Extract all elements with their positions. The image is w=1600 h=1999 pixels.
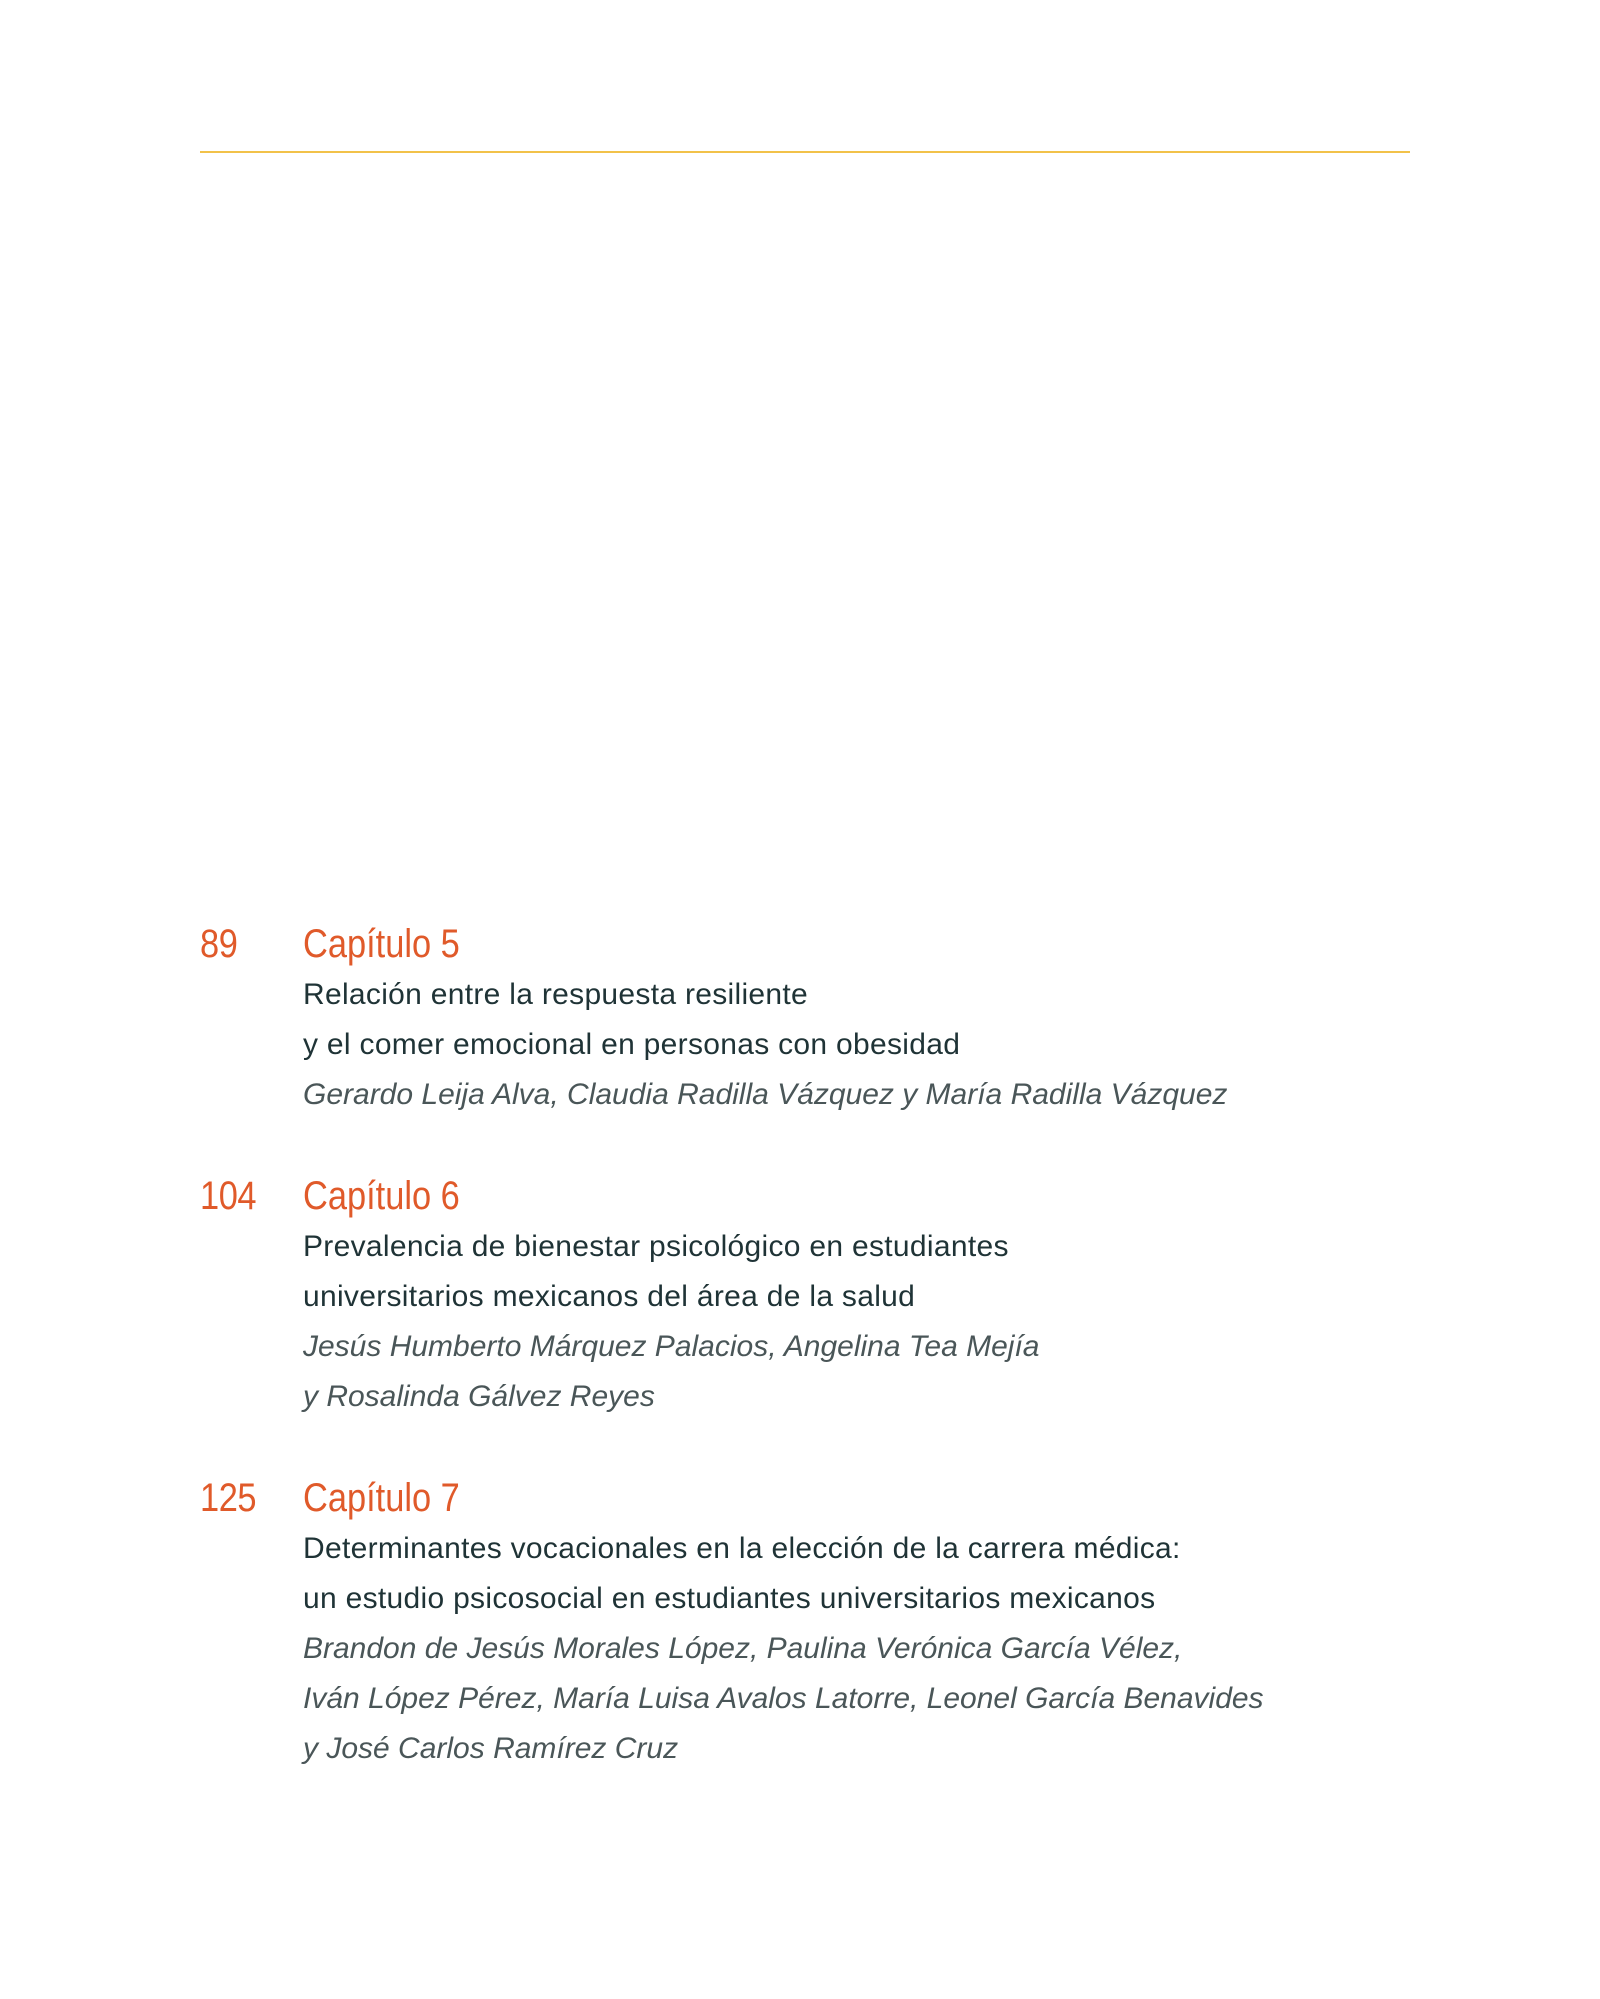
toc-entry-chapter-7[interactable] bbox=[200, 1472, 1410, 1774]
toc-entry-chapter-6[interactable] bbox=[200, 1170, 1410, 1422]
chapter-label: Capítulo 7 bbox=[303, 1476, 460, 1520]
chapter-authors-line: Iván López Pérez, María Luisa Avalos Latorre, Leonel García Benavides bbox=[303, 1682, 1264, 1715]
page-number: 125 bbox=[200, 1476, 257, 1520]
chapter-title-line: y el comer emocional en personas con obesidad bbox=[303, 1028, 961, 1061]
chapter-authors-line: Gerardo Leija Alva, Claudia Radilla Vázquez y María Radilla Vázquez bbox=[303, 1078, 1228, 1111]
chapter-authors-line: Brandon de Jesús Morales López, Paulina Verónica García Vélez, bbox=[303, 1632, 1183, 1665]
chapter-title-line: un estudio psicosocial en estudiantes universitarios mexicanos bbox=[303, 1582, 1156, 1615]
chapter-label: Capítulo 6 bbox=[303, 1174, 460, 1218]
chapter-title-line: Relación entre la respuesta resiliente bbox=[303, 978, 809, 1011]
page-number: 104 bbox=[200, 1174, 257, 1218]
entry-body bbox=[303, 1170, 1410, 1422]
chapter-title-line: universitarios mexicanos del área de la salud bbox=[303, 1280, 916, 1313]
chapter-authors-line: Jesús Humberto Márquez Palacios, Angelina Tea Mejía bbox=[303, 1330, 1040, 1363]
top-divider-line bbox=[200, 151, 1410, 153]
table-of-contents bbox=[200, 918, 1410, 1824]
chapter-label: Capítulo 5 bbox=[303, 922, 460, 966]
entry-body bbox=[303, 1472, 1410, 1774]
chapter-title-line: Prevalencia de bienestar psicológico en estudiantes bbox=[303, 1230, 1009, 1263]
chapter-authors-line: y Rosalinda Gálvez Reyes bbox=[303, 1380, 655, 1413]
entry-body bbox=[303, 918, 1410, 1120]
toc-entry-chapter-5[interactable] bbox=[200, 918, 1410, 1120]
chapter-title-line: Determinantes vocacionales en la elección de la carrera médica: bbox=[303, 1532, 1181, 1565]
chapter-authors-line: y José Carlos Ramírez Cruz bbox=[303, 1732, 679, 1765]
page-number: 89 bbox=[200, 922, 238, 966]
